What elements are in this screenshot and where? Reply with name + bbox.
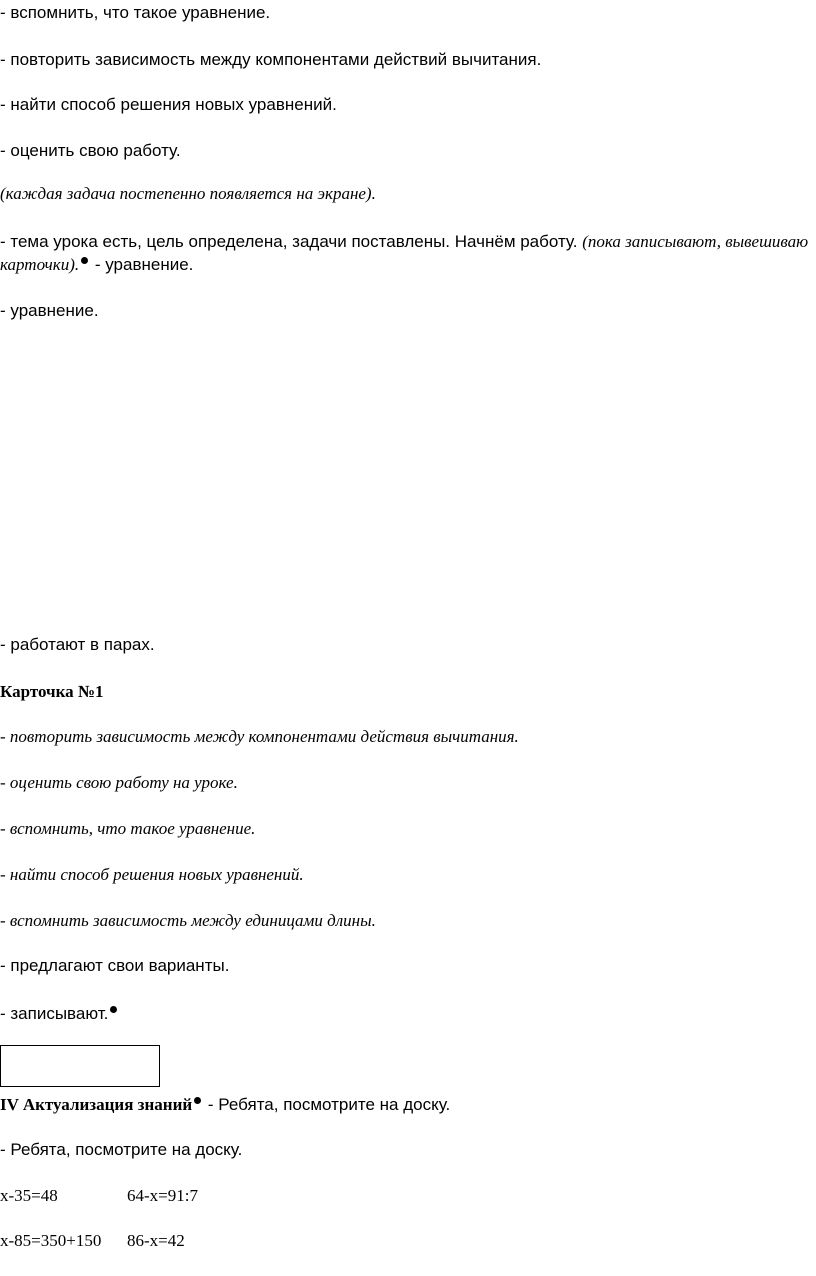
cards-line (0, 254, 193, 276)
equation-row-2 (0, 1230, 101, 1252)
goal-text-2: - повторить зависимость между компонентами действий вычитания. (0, 50, 542, 69)
card-item-dash: - (0, 773, 6, 792)
topic-line (0, 231, 808, 253)
card-item-4 (0, 864, 304, 886)
goal-line-3 (0, 94, 337, 116)
topic-note: (пока записывают, вывешиваю (582, 232, 809, 251)
look-board-text: - Ребята, посмотрите на доску. (0, 1140, 243, 1159)
empty-frame (0, 1045, 160, 1087)
section-iv-text: - Ребята, посмотрите на доску. (207, 1095, 451, 1114)
equation-answer-1: - уравнение. (94, 255, 194, 274)
equation: x-35=48 (0, 1186, 58, 1205)
suggest-text: - предлагают свои варианты. (0, 956, 230, 975)
equation-answer-line (0, 300, 99, 322)
pairs-text: - работают в парах. (0, 635, 155, 654)
card-item-1 (0, 726, 519, 748)
cards-note: карточки). (0, 255, 80, 274)
equation: 86-x=42 (127, 1231, 185, 1250)
bullet-icon (81, 257, 88, 264)
look-board-line (0, 1139, 242, 1161)
card-item-text: вспомнить зависимость между единицами длины. (9, 911, 376, 930)
goal-line-2 (0, 49, 541, 71)
write-text: - записывают. (0, 1004, 109, 1023)
goal-line-4 (0, 140, 181, 162)
equation: 64-x=91:7 (127, 1186, 198, 1205)
card-title: Карточка №1 (0, 682, 104, 701)
topic-text: - тема урока есть, цель определена, задачи поставлены. Начнём работу. (0, 232, 578, 251)
card-item-5 (0, 910, 376, 932)
suggest-line (0, 955, 229, 977)
note-tasks-appear-text: (каждая задача постепенно появляется на экране). (0, 184, 376, 203)
card-item-dash: - (0, 819, 6, 838)
card-item-text: повторить зависимость между компонентами действия вычитания. (9, 727, 519, 746)
note-tasks-appear (0, 183, 376, 205)
card-item-dash: - (0, 911, 6, 930)
card-heading (0, 681, 103, 703)
card-item-text: оценить свою работу на уроке. (9, 773, 238, 792)
section-iv-heading: IV Актуализация знаний (0, 1095, 193, 1114)
equation-answer-2: - уравнение. (0, 301, 99, 320)
equation-row-1 (0, 1185, 58, 1207)
bullet-icon (110, 1006, 117, 1013)
bullet-icon (194, 1097, 201, 1104)
equation-row-2-col-2 (127, 1230, 185, 1252)
card-item-text: найти способ решения новых уравнений. (9, 865, 304, 884)
section-iv-line (0, 1094, 450, 1116)
card-item-text: вспомнить, что такое уравнение. (9, 819, 256, 838)
card-item-3 (0, 818, 255, 840)
equation-row-1-col-2 (127, 1185, 198, 1207)
goal-text-4: - оценить свою работу. (0, 141, 181, 160)
write-line (0, 1003, 119, 1025)
goal-line-1 (0, 2, 270, 24)
goal-text-1: - вспомнить, что такое уравнение. (0, 3, 271, 22)
goal-text-3: - найти способ решения новых уравнений. (0, 95, 337, 114)
equation: x-85=350+150 (0, 1231, 102, 1250)
pairs-line (0, 634, 155, 656)
card-item-dash: - (0, 727, 6, 746)
card-item-2 (0, 772, 238, 794)
card-item-dash: - (0, 865, 6, 884)
